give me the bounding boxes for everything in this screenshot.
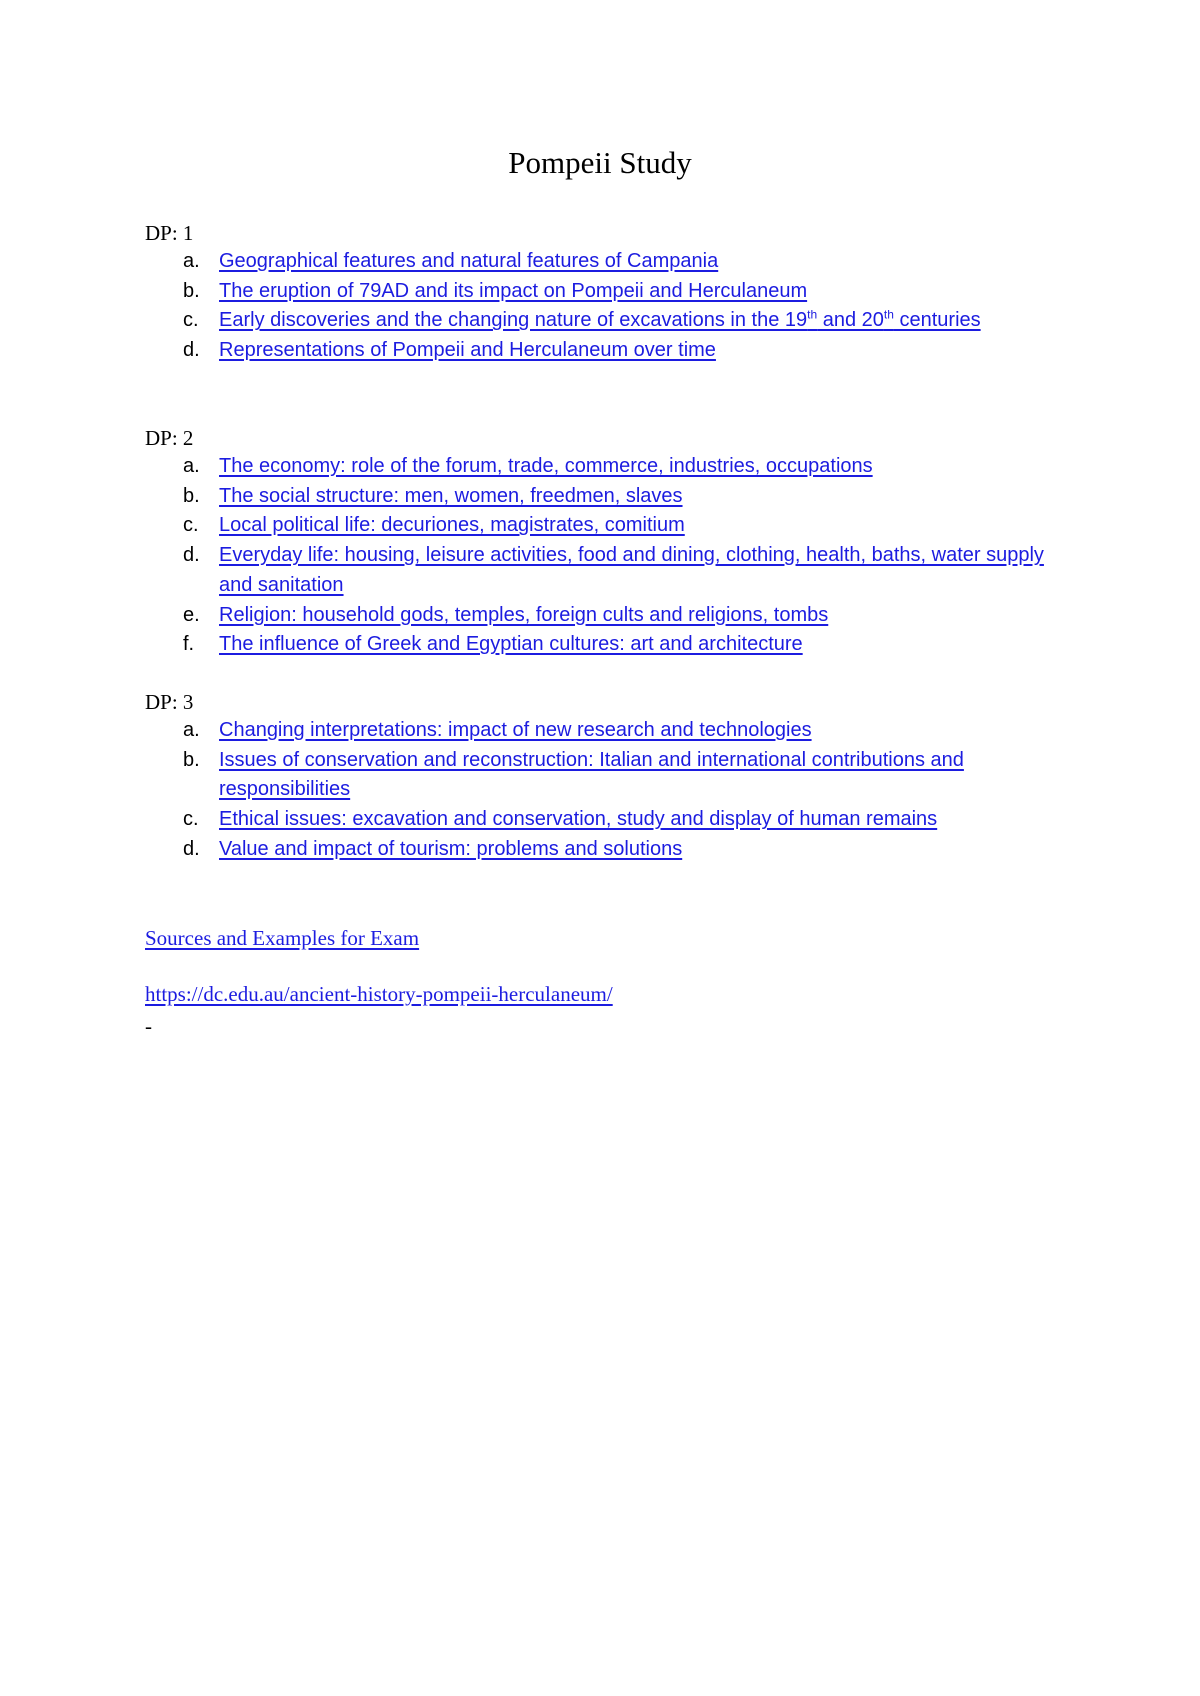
section-dp1 [145,219,1065,366]
list-item [145,247,1065,277]
list-item [145,716,1065,746]
list-marker: b. [183,748,200,771]
link-text: Early discoveries and the changing nature of excavations in the 19 [219,309,808,332]
topic-link[interactable]: Religion: household gods, temples, foreign cults and religions, tombs [219,603,829,626]
list-marker: d. [183,544,200,567]
url-link[interactable]: https://dc.edu.au/ancient-history-pompeii-herculaneum/ [145,982,613,1006]
link-text: centuries [893,309,981,332]
list-item [145,482,1065,512]
topic-link[interactable]: The eruption of 79AD and its impact on Pompeii and Herculaneum [219,279,808,302]
topic-link[interactable]: Representations of Pompeii and Herculaneum over time [219,339,716,362]
topic-list [145,716,1065,865]
list-item [145,336,1065,366]
topic-link[interactable]: Everyday life: housing, leisure activities, food and dining, clothing, health, baths, water supply and sanitation [219,544,1044,596]
list-marker: a. [183,719,200,741]
list-marker: c. [183,514,199,537]
list-marker: d. [183,339,200,362]
topic-list [145,452,1065,660]
list-item [145,306,1065,336]
topic-link[interactable]: The economy: role of the forum, trade, commerce, industries, occupations [219,455,873,477]
list-item [145,541,1065,600]
list-item [145,601,1065,631]
section-label: DP: 1 [145,221,194,245]
list-marker: c. [183,309,199,332]
section-dp3 [145,688,1065,865]
trailing-dash: - [145,1014,152,1038]
list-marker: e. [183,603,200,626]
topic-link[interactable]: Local political life: decuriones, magistrates, comitium [219,514,685,537]
list-item [145,630,1065,660]
list-marker: b. [183,484,200,507]
list-marker: d. [183,837,200,860]
topic-link[interactable]: Ethical issues: excavation and conservation, study and display of human remains [219,808,938,831]
topic-link[interactable]: Value and impact of tourism: problems and solutions [219,837,683,860]
list-marker: f. [183,633,195,656]
list-marker: a. [183,455,200,477]
link-text: and 20 [817,309,884,332]
list-marker: a. [183,250,200,272]
list-item [145,452,1065,482]
section-dp2 [145,424,1065,660]
sources-link[interactable]: Sources and Examples for Exam [145,926,420,950]
topic-link[interactable]: Geographical features and natural features of Campania [219,250,719,272]
document-title: Pompeii Study [508,145,692,180]
topic-link[interactable]: Changing interpretations: impact of new research and technologies [219,719,812,741]
list-marker: b. [183,279,200,302]
topic-link[interactable]: The social structure: men, women, freedmen, slaves [219,484,683,507]
section-label: DP: 2 [145,426,194,450]
topic-link[interactable]: Issues of conservation and reconstruction: Italian and international contributions and responsibilities [219,748,964,801]
list-item [145,746,1065,805]
superscript: th [883,307,894,322]
list-item [145,805,1065,835]
section-label: DP: 3 [145,690,194,714]
list-item [145,277,1065,307]
topic-link[interactable]: The influence of Greek and Egyptian cultures: art and architecture [219,633,803,656]
topic-list [145,247,1065,366]
list-marker: c. [183,808,199,831]
list-item [145,511,1065,541]
superscript: th [807,307,818,322]
topic-link[interactable] [219,309,981,331]
list-item [145,835,1065,865]
